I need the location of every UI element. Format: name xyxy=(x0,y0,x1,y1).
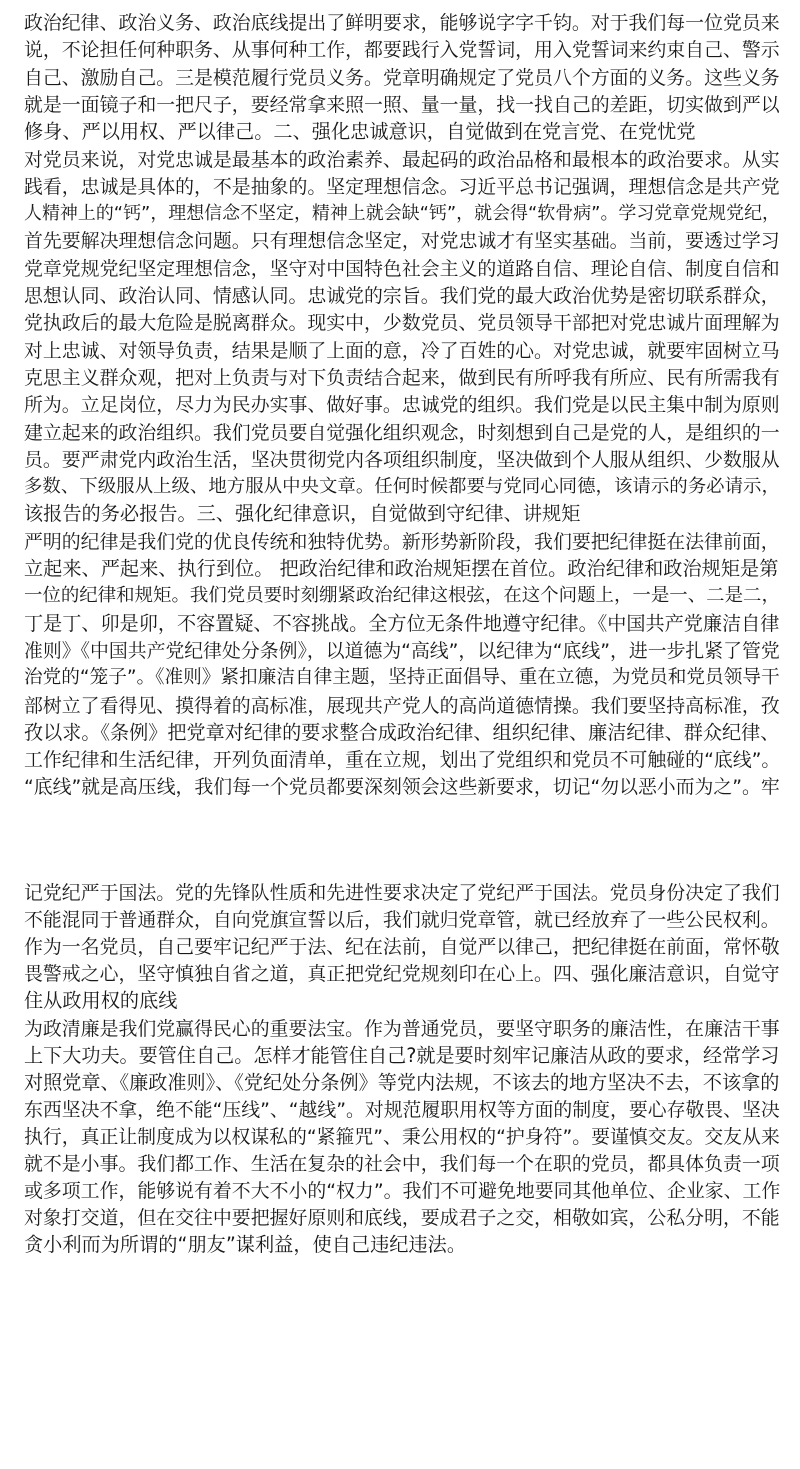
text-line: 不能混同于普通群众，自向党旗宣誓以后，我们就归党章管，就已经放弃了一些公民权利。 xyxy=(24,909,780,932)
text-line: 对上忠诚、对领导负责，结果是顺了上面的意，冷了百姓的心。对党忠诚，就要牢固树立马 xyxy=(24,339,780,362)
text-line: 克思主义群众观，把对上负责与对下负责结合起来，做到民有所呼我有所应、民有所需我有 xyxy=(24,366,780,389)
text-line: 政治纪律、政治义务、政治底线提出了鲜明要求，能够说字字千钧。对于我们每一位党员来 xyxy=(24,12,780,34)
text-line: “底线”就是高压线，我们每一个党员都要深刻领会这些新要求，切记“勿以恶小而为之”。牢 xyxy=(24,776,780,799)
text-line: 作为一名党员，自己要牢记纪严于法、纪在法前，自觉严以律己，把纪律挺在前面，常怀敬 xyxy=(24,936,780,959)
text-line: 为政清廉是我们党赢得民心的重要法宝。作为普通党员，要坚守职务的廉洁性，在廉洁干事 xyxy=(24,1017,780,1040)
text-line: 或多项工作，能够说有着不大不小的“权力”。我们不可避免地要同其他单位、企业家、工作 xyxy=(24,1180,781,1203)
text-line: 立起来、严起来、执行到位。 把政治纪律和政治规矩摆在首位。政治纪律和政治规矩是第 xyxy=(24,557,779,580)
text-line: 人精神上的“钙”，理想信念不坚定，精神上就会缺“钙”，就会得“软骨病”。学习党章党规党纪， xyxy=(24,203,780,225)
text-line: 自己、激励自己。三是模范履行党员义务。党章明确规定了党员八个方面的义务。这些义务 xyxy=(24,66,780,89)
page-break-gap xyxy=(0,838,800,878)
text-line: 执行，真正让制度成为以权谋私的“紧箍咒”、秉公用权的“护身符”。要谨慎交友。交友从来 xyxy=(24,1125,780,1148)
text-line: 一位的纪律和规矩。我们党员要时刻绷紧政治纪律这根弦，在这个问题上，一是一、二是二， xyxy=(24,585,780,607)
text-line: 孜以求。《条例》把党章对纪律的要求整合成政治纪律、组织纪律、廉洁纪律、群众纪律、 xyxy=(24,720,780,744)
text-line: 践看，忠诚是具体的，不是抽象的。坚定理想信念。习近平总书记强调，理想信念是共产党 xyxy=(24,175,780,198)
text-line: 首先要解决理想信念问题。只有理想信念坚定，对党忠诚才有坚实基础。当前，要透过学习 xyxy=(24,230,780,253)
text-line: 就是一面镜子和一把尺子，要经常拿来照一照、量一量，找一找自己的差距，切实做到严以 xyxy=(24,93,780,116)
text-line: 思想认同、政治认同、情感认同。忠诚党的宗旨。我们党的最大政治优势是密切联系群众， xyxy=(24,285,780,307)
text-line: 住从政用权的底线 xyxy=(24,989,178,1013)
text-line: 建立起来的政治组织。我们党员要自觉强化组织观念，时刻想到自己是党的人，是组织的一 xyxy=(24,421,780,444)
text-line: 畏警戒之心，坚守慎独自省之道，真正把党纪党规刻印在心上。四、强化廉洁意识，自觉守 xyxy=(24,963,780,986)
text-line: 对照党章、《廉政准则》、《党纪处分条例》等党内法规，不该去的地方坚决不去，不该拿的 xyxy=(24,1070,780,1094)
text-line: 治党的“笼子”。《准则》紧扣廉洁自律主题，坚持正面倡导、重在立德，为党员和党员领导干 xyxy=(24,667,780,689)
text-line: 员。要严肃党内政治生活，坚决贯彻党内各项组织制度，坚决做到个人服从组织、少数服从 xyxy=(24,448,780,471)
text-line: 东西坚决不拿，绝不能“压线”、“越线”。对规范履职用权等方面的制度，要心存敬畏、坚决 xyxy=(24,1098,780,1121)
text-line: 贪小利而为所谓的“朋友”谋利益，使自己违纪违法。 xyxy=(24,1233,467,1257)
text-line: 严明的纪律是我们党的优良传统和独特优势。新形势新阶段，我们要把纪律挺在法律前面， xyxy=(24,530,780,553)
text-line: 党章党规党纪坚定理想信念，坚守对中国特色社会主义的道路自信、理论自信、制度自信和 xyxy=(24,257,780,280)
text-line: 丁是丁、卯是卯，不容置疑、不容挑战。全方位无条件地遵守纪律。《中国共产党廉洁自律 xyxy=(24,611,780,635)
text-line: 记党纪严于国法。党的先锋队性质和先进性要求决定了党纪严于国法。党员身份决定了我们 xyxy=(24,882,780,904)
text-line: 工作纪律和生活纪律，开列负面清单，重在立规，划出了党组织和党员不可触碰的“底线”。 xyxy=(24,749,781,772)
text-line: 修身、严以用权、严以律己。二、强化忠诚意识，自觉做到在党言党、在党忧党 xyxy=(24,120,696,144)
text-line: 就不是小事。我们都工作、生活在复杂的社会中，我们每一个在职的党员，都具体负责一项 xyxy=(24,1153,780,1175)
text-line: 该报告的务必报告。三、强化纪律意识，自觉做到守纪律、讲规矩 xyxy=(24,502,581,526)
text-line: 准则》《中国共产党纪律处分条例》，以道德为“高线”，以纪律为“底线”，进一步扎紧了管党 xyxy=(24,639,780,662)
text-line: 对象打交道，但在交往中要把握好原则和底线，要成君子之交，相敬如宾，公私分明，不能 xyxy=(24,1207,780,1230)
text-line: 党执政后的最大危险是脱离群众。现实中，少数党员、党员领导干部把对党忠诚片面理解为 xyxy=(24,312,780,335)
text-line: 对党员来说，对党忠诚是最基本的政治素养、最起码的政治品格和最根本的政治要求。从实 xyxy=(24,148,780,171)
text-line: 部树立了看得见、摸得着的高标准，展现共产党人的高尚道德情操。我们要坚持高标准，孜 xyxy=(24,694,780,717)
text-line: 上下大功夫。要管住自己。怎样才能管住自己?就是要时刻牢记廉洁从政的要求，经常学习 xyxy=(24,1043,780,1067)
text-line: 说，不论担任何种职务、从事何种工作，都要践行入党誓词，用入党誓词来约束自己、警示 xyxy=(24,39,780,62)
text-line: 多数、下级服从上级、地方服从中央文章。任何时候都要与党同心同德，该请示的务必请示， xyxy=(24,476,780,498)
text-line: 所为。立足岗位，尽力为民办实事、做好事。忠诚党的组织。我们党是以民主集中制为原则 xyxy=(24,394,780,417)
